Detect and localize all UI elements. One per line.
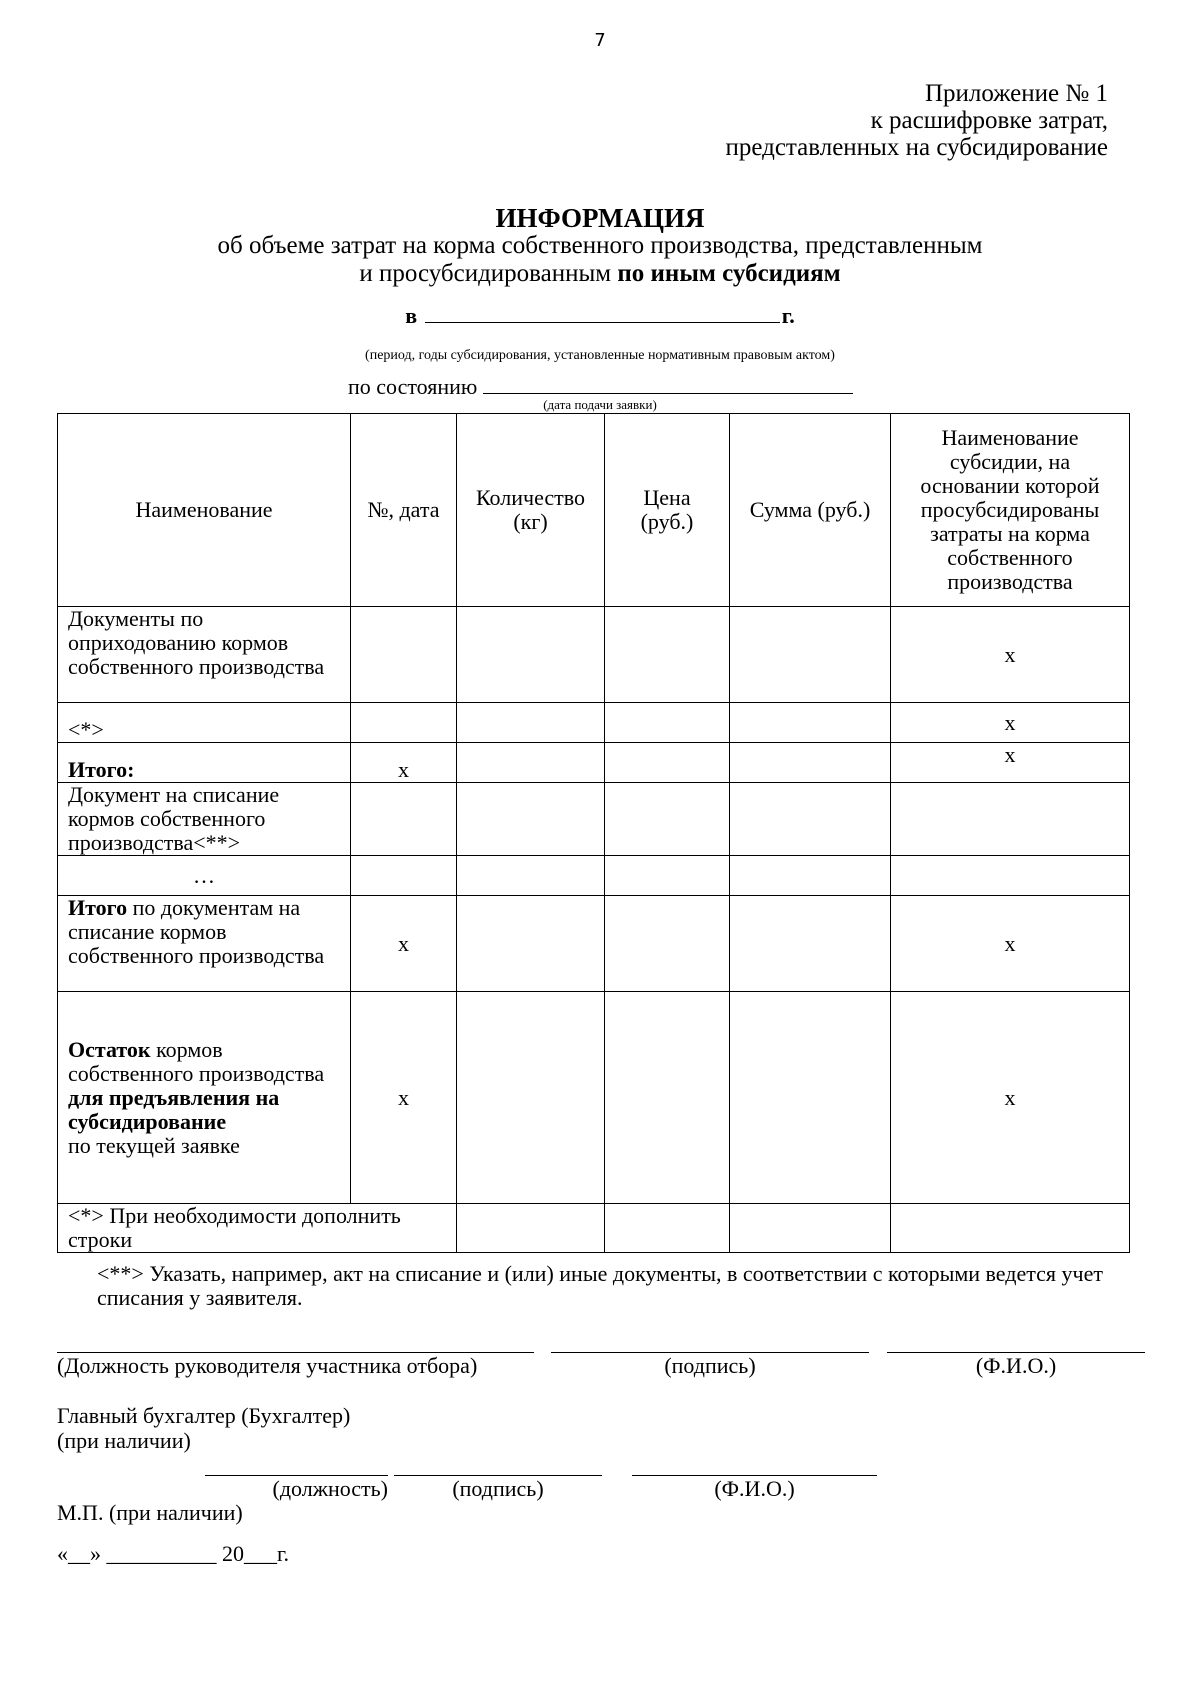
- remainder-line-1: [68, 1038, 340, 1086]
- row-note: <*> При необходимости дополнить строки: [58, 1204, 457, 1253]
- table-cell[interactable]: [605, 1204, 730, 1253]
- appendix-line-3: представленных на субсидирование: [725, 134, 1108, 161]
- table-cell[interactable]: [730, 703, 891, 743]
- table-cell[interactable]: [351, 607, 457, 703]
- row-placeholder-x: x: [891, 703, 1130, 743]
- chief-accountant: [57, 1403, 350, 1453]
- header-name: Наименование: [58, 414, 351, 607]
- table-row: [58, 743, 1130, 783]
- accountant-position-label: (должность): [272, 1476, 388, 1501]
- table-cell[interactable]: [605, 703, 730, 743]
- remainder-text-1: кормов собственного производства: [68, 1036, 325, 1086]
- document-title: ИНФОРМАЦИЯ: [495, 203, 705, 233]
- row-remainder: [58, 992, 351, 1204]
- as-of-label: по состоянию: [348, 374, 478, 399]
- table-row: [58, 783, 1130, 856]
- table-cell[interactable]: [351, 856, 457, 896]
- table-cell[interactable]: [730, 992, 891, 1204]
- row-remainder-x2: x: [351, 992, 457, 1204]
- head-name-label: (Ф.И.О.): [975, 1353, 1057, 1378]
- table-row: [58, 992, 1130, 1204]
- table-cell[interactable]: [351, 783, 457, 856]
- period-line: [0, 302, 1200, 329]
- header-quantity: Количество (кг): [457, 414, 605, 607]
- row-total-x2: x: [351, 743, 457, 783]
- accountant-signature-label: (подпись): [452, 1476, 544, 1501]
- chief-accountant-line-2: (при наличии): [57, 1428, 191, 1453]
- row-docs-intake-x: x: [891, 607, 1130, 703]
- page-number: 7: [594, 30, 606, 51]
- table-cell[interactable]: [891, 856, 1130, 896]
- row-docs-intake: Документы по оприходованию кормов собственного производства: [58, 607, 351, 703]
- header-price: Цена (руб.): [605, 414, 730, 607]
- head-position-label: (Должность руководителя участника отбора): [57, 1353, 478, 1378]
- table-row: [58, 856, 1130, 896]
- table-cell[interactable]: [457, 896, 605, 992]
- table-cell[interactable]: [605, 783, 730, 856]
- table-row: [58, 896, 1130, 992]
- table-row: [58, 607, 1130, 703]
- appendix-line-1: Приложение № 1: [924, 80, 1108, 107]
- table-row: [58, 703, 1130, 743]
- period-suffix: г.: [781, 303, 795, 328]
- footnote: <**> Указать, например, акт на списание и (или) иные документы, в соответствии с которыми ведется учет списания у заявителя.: [97, 1261, 1103, 1310]
- chief-accountant-line-1: Главный бухгалтер (Бухгалтер): [57, 1403, 351, 1428]
- table-row: [58, 1204, 1130, 1253]
- table-header-row: [58, 414, 1130, 607]
- costs-table: [57, 413, 1130, 1253]
- row-total-x6: x: [891, 743, 1130, 783]
- remainder-bold-1: Остаток: [68, 1036, 151, 1062]
- row-writeoff-total-x2: x: [351, 896, 457, 992]
- seal-label: М.П. (при наличии): [57, 1500, 243, 1525]
- table-cell[interactable]: [457, 607, 605, 703]
- table-cell[interactable]: [457, 703, 605, 743]
- header-subsidy: Наименование субсидии, на основании которой просубсидированы затраты на корма собственного производства: [891, 414, 1130, 607]
- table-cell[interactable]: [351, 703, 457, 743]
- row-writeoff-total: [58, 896, 351, 992]
- row-writeoff-doc: Документ на списание кормов собственного производства<**>: [58, 783, 351, 856]
- appendix-header: [725, 80, 1108, 161]
- table-cell[interactable]: [605, 856, 730, 896]
- table-cell[interactable]: [457, 856, 605, 896]
- as-of-note: (дата подачи заявки): [543, 397, 657, 412]
- row-placeholder: <*>: [58, 703, 351, 743]
- row-remainder-x6: x: [891, 992, 1130, 1204]
- subtitle-line-1: об объеме затрат на корма собственного производства, представленным: [217, 232, 983, 259]
- document-subtitle: [0, 232, 1200, 288]
- subtitle-line-2: [0, 260, 1200, 288]
- row-ellipsis: …: [58, 856, 351, 896]
- table-cell[interactable]: [730, 783, 891, 856]
- as-of-blank[interactable]: [483, 373, 853, 394]
- period-blank[interactable]: [425, 302, 780, 323]
- remainder-line-2: [68, 1086, 340, 1134]
- subtitle-line-2-bold: по иным субсидиям: [617, 260, 841, 287]
- table-cell[interactable]: [891, 1204, 1130, 1253]
- appendix-line-2: к расшифровке затрат,: [870, 107, 1108, 134]
- table-cell[interactable]: [605, 896, 730, 992]
- table-cell[interactable]: [457, 992, 605, 1204]
- period-note: (период, годы субсидирования, установленные нормативным правовым актом): [365, 348, 835, 363]
- table-cell[interactable]: [605, 992, 730, 1204]
- table-cell[interactable]: [730, 607, 891, 703]
- table-cell[interactable]: [730, 743, 891, 783]
- table-cell[interactable]: [457, 1204, 605, 1253]
- table-cell[interactable]: [730, 1204, 891, 1253]
- header-number-date: №, дата: [351, 414, 457, 607]
- row-writeoff-total-text: по документам на списание кормов собственного производства: [68, 895, 325, 968]
- date-line: «__» __________ 20___г.: [57, 1541, 290, 1566]
- head-signature-label: (подпись): [664, 1353, 756, 1378]
- table-cell[interactable]: [605, 743, 730, 783]
- period-prefix: в: [405, 303, 418, 328]
- header-sum: Сумма (руб.): [730, 414, 891, 607]
- accountant-name-label: (Ф.И.О.): [714, 1476, 795, 1501]
- remainder-line-3: по текущей заявке: [68, 1132, 240, 1158]
- table-cell[interactable]: [605, 607, 730, 703]
- as-of-line: [348, 373, 853, 400]
- table-cell[interactable]: [730, 896, 891, 992]
- row-total: [58, 743, 351, 783]
- table-cell[interactable]: [730, 856, 891, 896]
- table-cell[interactable]: [457, 783, 605, 856]
- row-writeoff-total-bold: Итого: [68, 895, 128, 920]
- row-writeoff-total-x6: x: [891, 896, 1130, 992]
- remainder-bold-2: для предъявления на субсидирование: [68, 1084, 280, 1134]
- table-cell[interactable]: [457, 743, 605, 783]
- table-cell[interactable]: [891, 783, 1130, 856]
- row-total-bold: Итого:: [68, 757, 135, 782]
- subtitle-line-2-text: и просубсидированным: [359, 260, 618, 287]
